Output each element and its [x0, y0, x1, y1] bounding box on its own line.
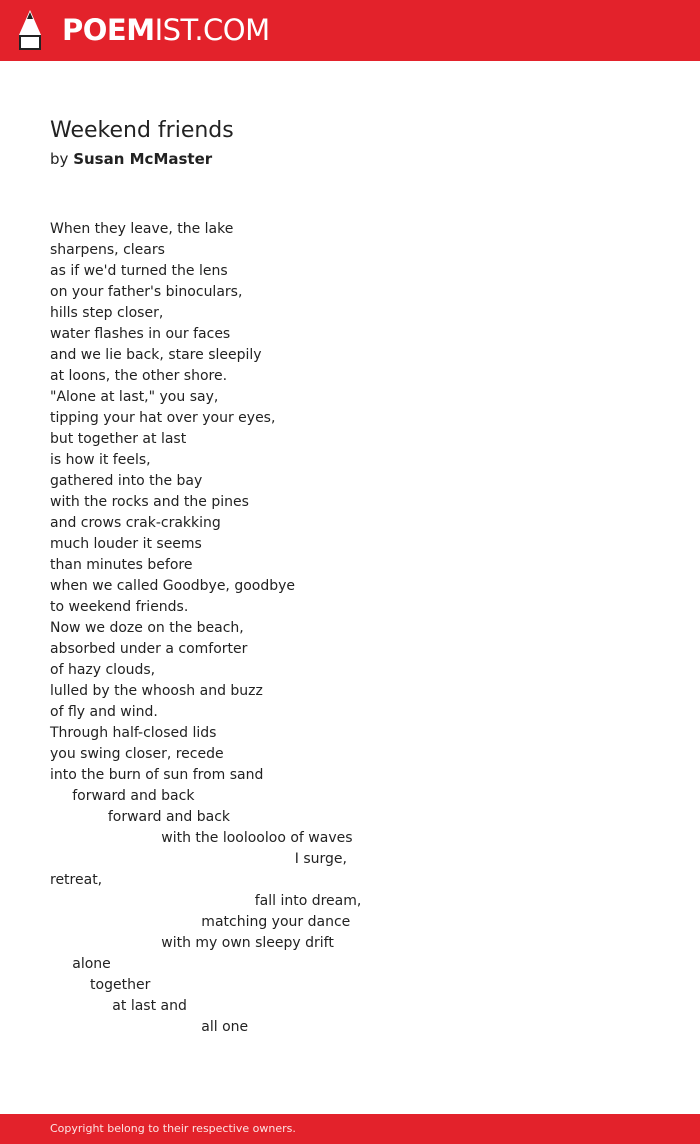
- poem-line: to weekend friends.: [50, 599, 189, 615]
- pencil-icon[interactable]: [17, 9, 43, 51]
- poem-line: into the burn of sun from sand: [50, 767, 264, 783]
- poem-line: alone: [50, 956, 111, 972]
- poem-line: "Alone at last," you say,: [50, 389, 219, 405]
- poem-line: much louder it seems: [50, 536, 202, 552]
- poem-line: sharpens, clears: [50, 242, 165, 258]
- poem-line: Through half-closed lids: [50, 725, 217, 741]
- poem-line: retreat,: [50, 872, 103, 888]
- poem-line: together: [50, 977, 151, 993]
- site-footer: [0, 1114, 700, 1144]
- poem-line: at last and: [50, 998, 187, 1014]
- poem-line: with the loolooloo of waves: [50, 830, 353, 846]
- poem-line: When they leave, the lake: [50, 221, 234, 237]
- poem-line: I surge,: [50, 851, 347, 867]
- poem-line: gathered into the bay: [50, 473, 203, 489]
- poem-line: than minutes before: [50, 557, 193, 573]
- byline-prefix: by: [50, 150, 69, 168]
- poem-line: with my own sleepy drift: [50, 935, 334, 951]
- poem-line: as if we'd turned the lens: [50, 263, 228, 279]
- site-logo-link[interactable]: [62, 12, 270, 48]
- poem-line: lulled by the whoosh and buzz: [50, 683, 263, 699]
- byline: [50, 149, 212, 169]
- poem-line: absorbed under a comforter: [50, 641, 248, 657]
- poem-author: Susan McMaster: [73, 150, 213, 168]
- poem-line: and we lie back, stare sleepily: [50, 347, 262, 363]
- brand-light-text: IST.COM: [154, 13, 270, 47]
- poem-line: and crows crak-crakking: [50, 515, 221, 531]
- poem-line: Now we doze on the beach,: [50, 620, 244, 636]
- poem-title: Weekend friends: [50, 118, 234, 143]
- poem-line: is how it feels,: [50, 452, 151, 468]
- poem-line: at loons, the other shore.: [50, 368, 228, 384]
- poem-line: on your father's binoculars,: [50, 284, 243, 300]
- poem-line: but together at last: [50, 431, 187, 447]
- poem-line: forward and back: [50, 809, 231, 825]
- poem-line: all one: [50, 1019, 249, 1035]
- poem-line: of hazy clouds,: [50, 662, 156, 678]
- brand-bold-text: POEM: [62, 13, 155, 47]
- poem-line: forward and back: [50, 788, 195, 804]
- site-header: [0, 0, 700, 61]
- poem-line: with the rocks and the pines: [50, 494, 249, 510]
- poem-line: when we called Goodbye, goodbye: [50, 578, 296, 594]
- poem-line: of fly and wind.: [50, 704, 158, 720]
- poem-line: you swing closer, recede: [50, 746, 224, 762]
- poem-line: water flashes in our faces: [50, 326, 231, 342]
- poem-line: hills step closer,: [50, 305, 164, 321]
- poem-body: [50, 219, 670, 1038]
- poem-line: fall into dream,: [50, 893, 362, 909]
- copyright-notice: Copyright belong to their respective owners.: [50, 1122, 296, 1135]
- poem-line: tipping your hat over your eyes,: [50, 410, 276, 426]
- poem-line: matching your dance: [50, 914, 351, 930]
